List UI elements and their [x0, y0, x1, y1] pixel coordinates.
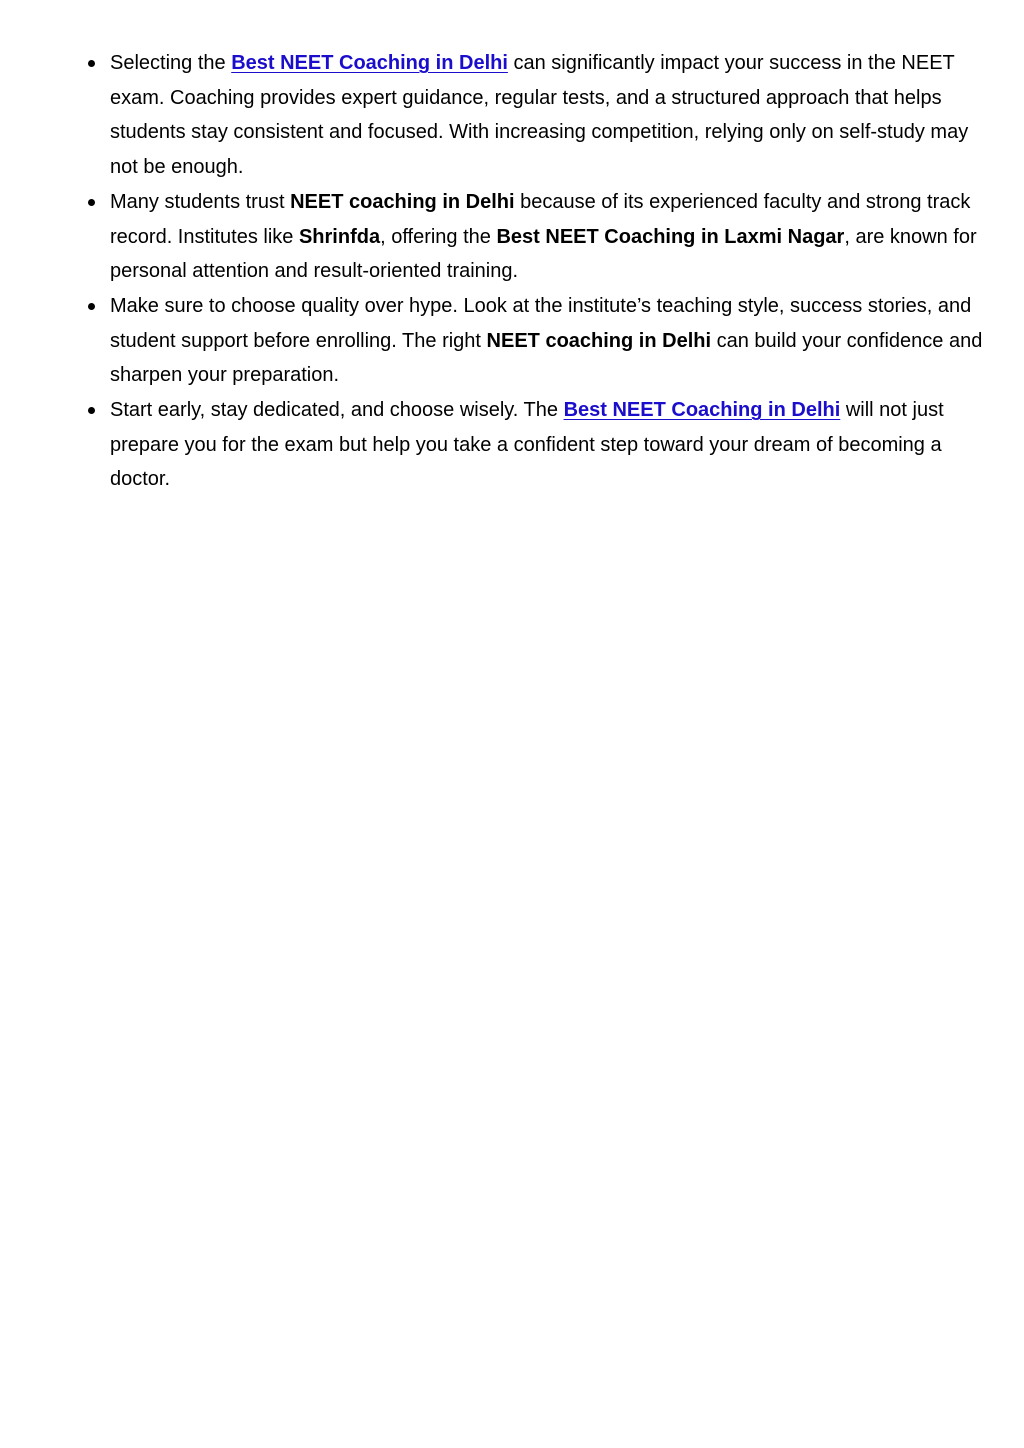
text-segment: will not just prepare you for the exam but help you take a confident step toward your dream of becoming a doctor.	[110, 399, 944, 491]
bullet-dot-icon	[88, 303, 95, 310]
bullet-dot-icon	[88, 60, 95, 67]
bullet-dot-icon	[88, 199, 95, 206]
text-segment: Many students trust	[110, 190, 291, 213]
bold-text: NEET coaching in Delhi	[290, 190, 515, 213]
text-segment: Make sure to choose quality over hype. Look at the institute’s teaching style, success stories, and student support before enrolling. The right	[110, 294, 972, 352]
bold-text: Best NEET Coaching in Laxmi Nagar	[496, 225, 845, 248]
bullet-list	[84, 46, 984, 497]
bullet-item-3	[84, 289, 984, 393]
bullet-item-1	[84, 46, 984, 185]
bullet-item-4	[84, 393, 984, 497]
bold-text: Shrinfda	[298, 225, 381, 248]
best-neet-coaching-link[interactable]: Best NEET Coaching in Delhi	[563, 399, 841, 422]
text-segment: , offering the	[380, 225, 497, 248]
text-segment: Start early, stay dedicated, and choose wisely. The	[110, 399, 564, 422]
bold-text: NEET coaching in Delhi	[486, 329, 712, 352]
best-neet-coaching-link[interactable]: Best NEET Coaching in Delhi	[231, 52, 508, 74]
text-segment: because of its experienced faculty and strong track record. Institutes like	[110, 190, 971, 248]
text-segment: , are known for personal attention and result-oriented training.	[110, 225, 977, 283]
text-segment: can build your confidence and sharpen your preparation.	[110, 329, 983, 387]
text-segment: can significantly impact your success in the NEET exam. Coaching provides expert guidance, regular tests, and a structured approach that helps students stay consistent and focused. With increasing competition, relying only on self-study may not be enough.	[110, 52, 969, 179]
text-segment: Selecting the	[110, 52, 232, 74]
bullet-item-2	[84, 185, 984, 289]
bullet-dot-icon	[88, 407, 95, 414]
